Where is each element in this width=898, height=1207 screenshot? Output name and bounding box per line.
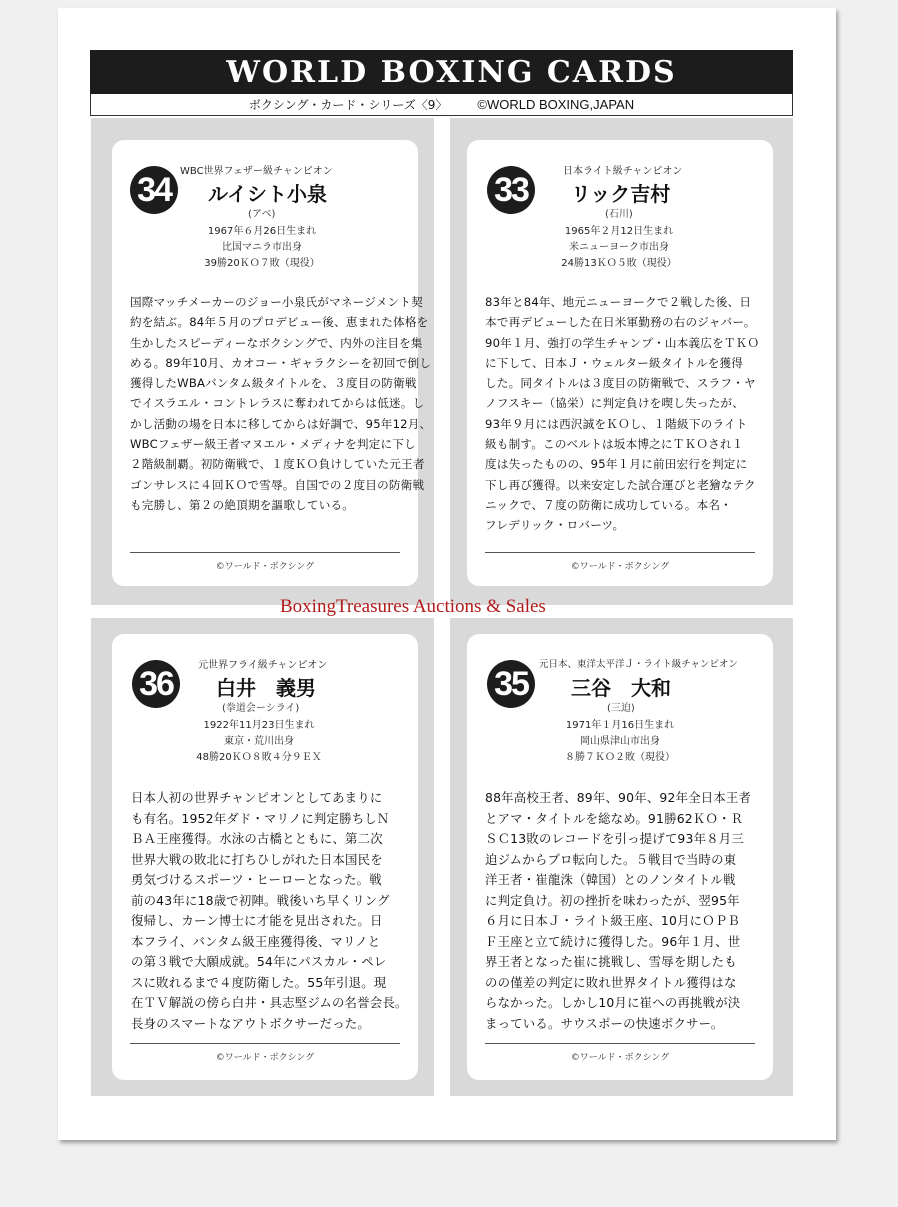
bio-line: 90年１月、強打の学生チャンプ・山本義広をＴＫＯ	[485, 335, 760, 350]
divider	[130, 552, 400, 553]
card-number-badge: 33	[487, 166, 535, 214]
series-label: ボクシング・カード・シリーズ〈9〉	[248, 98, 448, 112]
birth-place: 東京・荒川出身	[224, 736, 294, 747]
card-35	[467, 634, 773, 1080]
birth-place: 岡山県津山市出身	[580, 736, 660, 747]
boxer-name: リック吉村	[571, 182, 671, 206]
bio-line: 93年９月には西沢誠をＫＯし、１階級下のライト	[485, 416, 748, 431]
card-footer: ©ワールド・ボクシング	[215, 1053, 315, 1063]
bio-line: 洋王者・崔龍洙（韓国）とのノンタイトル戦	[485, 872, 736, 887]
boxer-info	[467, 718, 773, 766]
birth-date: 1965年２月12日生まれ	[564, 226, 674, 237]
bio-line: 迫ジムからプロ転向した。５戦目で当時の東	[485, 851, 737, 867]
bio-line: に判定負け。初の挫折を味わったが、翌95年	[485, 892, 740, 908]
bio-line: らなかった。しかし10月に崔への再挑戦が決	[485, 995, 741, 1010]
bio-line: かし活動の場を日本に移してからは好調で、95年12月、	[130, 416, 432, 431]
boxer-name: 白井 義男	[216, 676, 316, 700]
bio-line: 前の43年に18歳で初陣。戦後いち早くリング	[131, 892, 390, 908]
bio-line: も有名。1952年ダド・マリノに判定勝ちしＮ	[131, 810, 390, 826]
card-footer: ©ワールド・ボクシング	[570, 1053, 670, 1063]
bio-line: 復帰し、カーン博士に才能を見出された。日	[131, 913, 383, 928]
record: 24勝13ＫＯ５敗（現役）	[561, 258, 677, 269]
bio-line: 国際マッチメーカーのジョー小泉氏がマネージメント契	[130, 295, 423, 309]
boxer-reading: (三迫)	[607, 703, 635, 714]
bio-line: 在ＴＶ解説の傍ら白井・具志堅ジムの名誉会長。	[131, 995, 408, 1010]
bio-line: 生かしたスピーディーなボクシングで、内外の注目を集	[130, 335, 423, 350]
bio-line: 級も制す。このベルトは坂本博之にＴＫＯされ１	[485, 437, 744, 452]
card-33	[467, 140, 773, 586]
card-number-badge: 34	[130, 166, 178, 214]
auction-watermark: BoxingTreasures Auctions & Sales	[280, 596, 546, 617]
bio-line: WBCフェザー級王者マヌエル・メディナを判定に下し	[130, 437, 416, 452]
bio-line: ゴンサレスに４回ＫＯで雪辱。自国での２度目の防衛戦	[130, 477, 425, 492]
bio-line: 日本人初の世界チャンピオンとしてあまりに	[131, 790, 383, 805]
bio-line: 88年高校王者、89年、90年、92年全日本王者	[485, 790, 752, 805]
card-number-badge: 36	[132, 660, 180, 708]
boxer-name: ルイシト小泉	[208, 182, 327, 206]
bio-line: 約を結ぶ。84年５月のプロデビュー後、恵まれた体格を	[130, 315, 429, 330]
bio-line: の第３戦で大願成就。54年にパスカル・ペレ	[131, 954, 387, 969]
record: 39勝20ＫＯ７敗（現役）	[204, 258, 320, 269]
boxer-reading: (アベ)	[248, 209, 276, 220]
bio-line: Ｆ王座と立て続けに獲得した。96年１月、世	[485, 933, 741, 949]
card-champion-title: WBC世界フェザー級チャンピオン	[180, 166, 333, 177]
bio-line: 83年と84年、地元ニューヨークで２戦した後、日	[485, 295, 752, 309]
bio-line: 長身のスマートなアウトボクサーだった。	[131, 1015, 370, 1031]
bio-line: 本で再デビューした在日米軍勤務の右のジャバー。	[485, 315, 756, 330]
bio-line: まっている。サウスポーの快速ボクサー。	[485, 1015, 724, 1031]
bio-line: ニックで、７度の防衛に成功している。本名・	[485, 497, 732, 512]
bio-line: める。89年10月、カオコー・ギャラクシーを初回で倒し	[130, 355, 432, 370]
bio-line: 界王者となった崔に挑戦し、雪辱を期したも	[485, 954, 737, 969]
card-champion-title: 元世界フライ級チャンピオン	[198, 660, 328, 671]
boxer-reading: (石川)	[605, 209, 633, 220]
bio-line: 獲得したWBAバンタム級タイトルを、３度目の防衛戦	[130, 376, 417, 391]
divider	[485, 552, 755, 553]
boxer-info	[467, 224, 771, 272]
card-number-badge: 35	[487, 660, 535, 708]
birth-date: 1922年11月23日生まれ	[203, 720, 315, 731]
bio-line: も完勝し、第２の絶頂期を謳歌している。	[130, 497, 355, 512]
birth-date: 1971年１月16日生まれ	[565, 720, 675, 731]
divider	[485, 1043, 755, 1044]
card-footer: ©ワールド・ボクシング	[215, 562, 315, 572]
header-title: WORLD BOXING CARDS	[90, 50, 793, 94]
bio-line: 勇気づけるスポーツ・ヒーローとなった。戦	[131, 872, 382, 887]
bio-line: 世界大戦の敗北に打ちひしがれた日本国民を	[131, 851, 383, 867]
boxer-bio	[485, 788, 751, 1034]
bio-line: 下し再び獲得。以来安定した試合運びと老獪なテク	[485, 477, 756, 492]
bio-line: ＢＡ王座獲得。水泳の古橋とともに、第二次	[131, 831, 383, 846]
copyright-label: ©WORLD BOXING,JAPAN	[477, 97, 635, 112]
boxer-info	[112, 718, 406, 766]
record: 48勝20ＫＯ８敗４分９ＥＸ	[196, 752, 322, 763]
boxer-info	[112, 224, 412, 272]
bio-line: 度は失ったものの、95年１月に前田宏行を判定に	[485, 457, 748, 472]
divider	[130, 1043, 400, 1044]
card-champion-title: 元日本、東洋太平洋Ｊ・ライト級チャンピオン	[539, 659, 738, 670]
bio-line: とアマ・タイトルを総なめ。91勝62ＫＯ・Ｒ	[485, 810, 744, 826]
boxer-bio	[130, 292, 431, 515]
card-36	[112, 634, 418, 1080]
bio-line: ６月に日本Ｊ・ライト級王座、10月にＯＰＢ	[485, 913, 741, 928]
record: ８勝７ＫＯ２敗（現役）	[565, 752, 675, 763]
boxer-bio	[131, 788, 408, 1034]
bio-line: フレデリック・ロバーツ。	[485, 518, 625, 533]
bio-line: スに敗れるまで４度防衛した。55年引退。現	[131, 974, 387, 990]
header-subtitle	[90, 94, 793, 116]
boxer-bio	[485, 292, 759, 536]
bio-line: に下して、日本Ｊ・ウェルター級タイトルを獲得	[485, 355, 744, 370]
bio-line: 本フライ、バンタム級王座獲得後、マリノと	[131, 933, 381, 949]
birth-place: 比国マニラ市出身	[222, 242, 302, 253]
bio-line: ２階級制覇。初防衛戦で、１度ＫＯ負けしていた元王者	[130, 457, 425, 472]
bio-line: のの僅差の判定に敗れ世界タイトル獲得はな	[485, 974, 737, 990]
bio-line: でイスラエル・コントレラスに奪われてからは低迷。し	[130, 396, 425, 411]
birth-date: 1967年６月26日生まれ	[207, 226, 317, 237]
bio-line: ノフスキー（協栄）に判定負けを喫し失ったが、	[485, 396, 745, 411]
bio-line: した。同タイトルは３度目の防衛戦で、スラフ・ヤ	[485, 376, 756, 391]
card-34	[112, 140, 432, 586]
card-footer: ©ワールド・ボクシング	[570, 562, 670, 572]
boxer-name: 三谷 大和	[571, 676, 671, 700]
birth-place: 米ニューヨーク市出身	[569, 242, 669, 253]
card-champion-title: 日本ライト級チャンピオン	[563, 166, 683, 177]
boxer-reading: (拳道会ーシライ)	[222, 703, 300, 714]
bio-line: ＳＣ13敗のレコードを引っ提げて93年８月三	[485, 831, 744, 846]
